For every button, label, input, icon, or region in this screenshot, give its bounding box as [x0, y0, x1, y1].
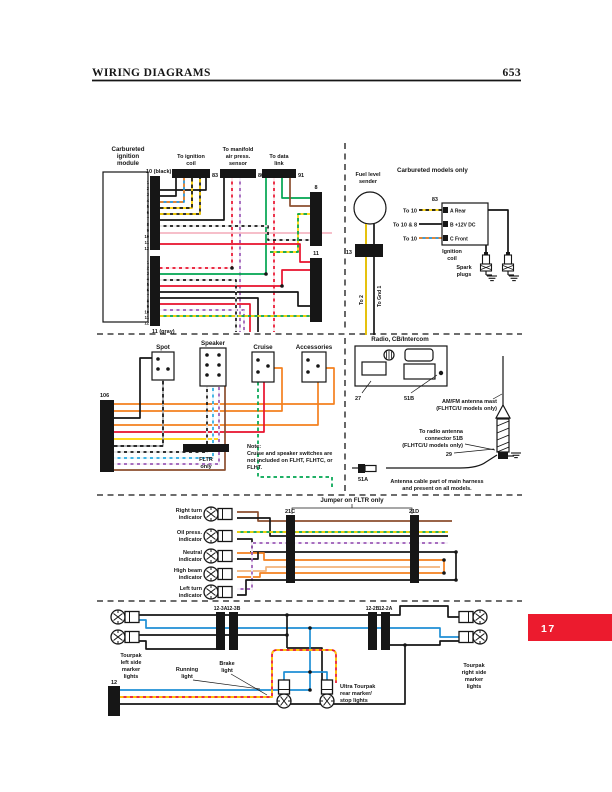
- left-turn-label: Left turn: [179, 586, 202, 592]
- pin-label: 2: [146, 186, 149, 191]
- junction-dot: [308, 688, 312, 692]
- fuel-sender-label: Fuel level: [355, 172, 381, 178]
- marker-light-bulb-icon: [111, 630, 139, 644]
- ignition-module-section: [103, 146, 332, 335]
- wire-stripe: [114, 386, 207, 452]
- cruise-switch: [252, 352, 274, 382]
- connector-8: [310, 192, 322, 246]
- module-title: Carbureted: [111, 146, 145, 153]
- accessories-switch: [302, 352, 326, 382]
- connector-106: [100, 400, 114, 472]
- switch-terminal: [205, 373, 209, 377]
- fuel-sender-group: [346, 172, 386, 335]
- coil-to-10-8-label: To 10 & 8: [392, 222, 417, 229]
- pin-label: 10: [144, 309, 149, 315]
- pin-label: 4: [146, 276, 149, 282]
- tourpak-left-label: left side: [120, 660, 142, 666]
- neutral-label: Neutral: [183, 550, 202, 556]
- to-radio-antenna-label: connector 51B: [424, 436, 463, 442]
- switch-terminal: [166, 367, 170, 371]
- wire: [114, 380, 163, 446]
- pin-label: 12: [144, 246, 149, 251]
- coil-pin-c-label: C Front: [450, 236, 468, 243]
- switch-terminal: [205, 353, 209, 357]
- neutral-label: indicator: [178, 557, 202, 563]
- jumper-bracket: [292, 508, 412, 514]
- tourpak-left-label: Tourpak: [120, 653, 142, 659]
- connector-29-label: 29: [445, 452, 452, 458]
- switch-terminal: [316, 364, 320, 368]
- tourpak-right-label: lights: [466, 684, 482, 690]
- antenna-cable-note: and present on all models.: [402, 486, 472, 492]
- connector-21c-label: 21C: [284, 509, 296, 515]
- junction-dot: [454, 550, 458, 554]
- ultra-tourpak-label: Ultra Tourpak: [340, 684, 376, 690]
- oil-pressure-label: Oil press.: [176, 530, 202, 536]
- module-wires: [160, 178, 332, 332]
- radio-panel-right: [404, 364, 435, 379]
- connector-12-2a-label: 12-2A: [378, 606, 393, 612]
- switch-terminal: [156, 357, 160, 361]
- wire: [287, 648, 322, 680]
- switch-terminal: [217, 373, 221, 377]
- coil-pin-b-label: B +12V DC: [450, 222, 476, 229]
- connector-12-3a: [216, 612, 225, 650]
- switch-terminal: [205, 363, 209, 367]
- fltr-only-label: only: [200, 464, 212, 470]
- coil-to-10-label: To 10: [403, 236, 417, 243]
- pin-label: 11: [144, 240, 149, 245]
- speaker-switch: [200, 348, 226, 386]
- switch-terminal: [156, 367, 160, 371]
- antenna-cable: [386, 455, 497, 468]
- ultra-tourpak-label: stop lights: [340, 698, 368, 704]
- wire: [160, 270, 310, 286]
- antenna-base: [496, 405, 510, 418]
- connector-12-2b-label: 12-2B: [365, 606, 380, 612]
- wire-stripe: [160, 178, 232, 268]
- switch-terminal: [306, 370, 310, 374]
- pin-label: 3: [146, 192, 149, 197]
- coil-pin-a-label: A Rear: [450, 208, 466, 215]
- connector-12-3a-label: 12-3A: [213, 606, 228, 612]
- connector-80: [220, 169, 256, 178]
- connector-10: [150, 176, 160, 250]
- pin-label: 6: [146, 287, 149, 293]
- pin-label: 11: [144, 315, 149, 320]
- indicator-bulb-icon: [204, 567, 232, 581]
- connector-13: [355, 244, 383, 257]
- page-number: 653: [502, 67, 521, 79]
- antenna-cable-note: Antenna cable part of main harness: [390, 479, 484, 485]
- junction-dot: [403, 643, 407, 647]
- note-line: Cruise and speaker switches are: [247, 451, 333, 457]
- wire: [237, 567, 440, 571]
- page-header: [92, 67, 521, 81]
- spark-plugs-label: plugs: [456, 272, 472, 278]
- connector-10-label: 10 (black): [146, 169, 172, 175]
- ignition-coil-label: coil: [447, 256, 457, 262]
- carbureted-coil-group: [393, 167, 519, 281]
- tourpak-right-label: marker: [464, 677, 484, 683]
- connector-21c: [286, 515, 295, 583]
- wire: [258, 382, 332, 490]
- coil-to-10-label: To 10: [403, 208, 417, 215]
- radio-title: Radio, CB/Intercom: [371, 336, 429, 343]
- wire: [237, 580, 456, 595]
- connector-83-label: 83: [212, 173, 219, 179]
- wire: [114, 386, 207, 452]
- fuel-sender-label: sender: [358, 179, 378, 185]
- to-ignition-coil-label: coil: [186, 161, 196, 167]
- pin-label: 2: [146, 265, 149, 271]
- junction-dot: [285, 613, 289, 617]
- wire: [160, 178, 232, 268]
- wire: [282, 178, 310, 198]
- fuel-to-gnd-label: To Gnd 1: [377, 285, 383, 307]
- spot-switch: [152, 352, 174, 380]
- tourpak-right-label: Tourpak: [463, 663, 485, 669]
- pin-label: 1: [146, 260, 149, 265]
- to-data-link-label: link: [274, 161, 284, 167]
- connector-27-label: 27: [355, 396, 362, 402]
- junction-dot: [280, 284, 284, 288]
- brake-light-label: light: [221, 668, 233, 674]
- wire: [290, 178, 310, 206]
- connector-51a-body: [365, 466, 376, 472]
- to-radio-antenna-label: To radio antenna: [419, 429, 463, 435]
- coil-pin-c: [443, 235, 448, 241]
- pin-label: 1: [146, 180, 149, 185]
- wire: [160, 280, 236, 332]
- connector-51b-label: 51B: [404, 396, 415, 402]
- connector-51a-label: 51A: [358, 477, 369, 483]
- junction-dot: [264, 272, 268, 276]
- switch-terminal: [256, 358, 260, 362]
- coil-pin-b: [443, 221, 448, 227]
- speaker-switch-label: Speaker: [200, 340, 226, 347]
- connector-91: [262, 169, 296, 178]
- junction-dot: [308, 626, 312, 630]
- switches-section: [100, 340, 334, 490]
- wire-stripe: [160, 280, 236, 332]
- antenna-plug: [498, 452, 508, 459]
- to-radio-antenna-label: (FLHTC/U models only): [402, 443, 463, 449]
- antenna-mast-label: AM/FM antenna mast: [441, 399, 497, 405]
- junction-dot: [230, 266, 234, 270]
- connector-12: [108, 686, 120, 716]
- connector-12-2a: [381, 612, 390, 650]
- radio-panel-left: [362, 362, 386, 375]
- pin-label: 8: [146, 222, 149, 227]
- chapter-tab: [528, 614, 612, 641]
- note-line: FLHT.: [247, 465, 262, 471]
- leader-line: [231, 674, 267, 695]
- radio-section: [352, 336, 521, 492]
- chapter-tab-number: 17: [541, 623, 556, 635]
- marker-light-bulb-icon: [111, 610, 139, 624]
- switch-terminal: [217, 353, 221, 357]
- to-manifold-label: To manifold: [222, 147, 254, 153]
- right-turn-label: indicator: [178, 515, 202, 521]
- indicators-section: [174, 497, 458, 599]
- pin-label: 9: [146, 228, 149, 233]
- fuel-sender-symbol: [354, 192, 386, 224]
- wire: [284, 672, 327, 680]
- wire: [139, 641, 216, 649]
- coil-pin-a: [443, 207, 448, 213]
- leader-line: [454, 449, 494, 453]
- junction-dot: [285, 633, 289, 637]
- pin-label: 5: [146, 204, 149, 209]
- wire: [488, 210, 508, 252]
- connector-80-label: 80: [258, 173, 265, 179]
- wire: [160, 178, 176, 196]
- spot-switch-label: Spot: [156, 344, 170, 351]
- junction-dot: [442, 558, 446, 562]
- stop-light-bulb-icon: [277, 680, 291, 708]
- pin-label: 12: [144, 320, 149, 326]
- tourpak-right-label: right side: [461, 670, 487, 676]
- switch-terminal: [256, 370, 260, 374]
- pin-label: 8: [146, 298, 149, 304]
- wire: [160, 244, 310, 262]
- note-title: Note:: [247, 444, 262, 450]
- antenna-mast-label: (FLHTC/U models only): [436, 406, 497, 412]
- cruise-switch-label: Cruise: [253, 344, 273, 351]
- radio-display: [405, 349, 433, 361]
- connector-11r: [310, 258, 322, 322]
- indicator-bulb-icon: [204, 507, 232, 521]
- to-ignition-coil-label: To ignition: [177, 154, 205, 160]
- pin-label: 9: [146, 304, 149, 309]
- marker-light-bulb-icon: [459, 630, 487, 644]
- page-title: WIRING DIAGRAMS: [92, 67, 211, 79]
- brake-light-label: Brake: [219, 661, 235, 667]
- connector-51a: [358, 464, 365, 473]
- wire-stripe: [114, 380, 163, 446]
- junction-dot: [454, 578, 458, 582]
- pin-label: 7: [146, 293, 149, 298]
- connector-11-gray: [150, 256, 160, 326]
- fuel-to-2-label: To 2: [359, 295, 365, 305]
- ignition-coil-label: Ignition: [442, 249, 462, 255]
- pin-label: 10: [144, 234, 149, 239]
- connector-11-label: 11 (gray): [152, 329, 175, 335]
- high-beam-label: indicator: [178, 575, 202, 581]
- switch-terminal: [266, 364, 270, 368]
- junction-dot: [308, 670, 312, 674]
- ultra-tourpak-label: rear marker/: [340, 691, 372, 697]
- tourpak-left-label: lights: [123, 674, 139, 680]
- fltr-only-label: FLTR: [199, 457, 213, 463]
- to-manifold-label: air press.: [225, 154, 251, 160]
- module-title: module: [116, 160, 140, 167]
- wire: [405, 641, 459, 645]
- connector-21d-label: 21D: [408, 509, 420, 515]
- connector-12-2b: [368, 612, 377, 650]
- indicator-bulb-icon: [204, 549, 232, 563]
- indicator-wires: [237, 512, 458, 595]
- switch-terminal: [217, 363, 221, 367]
- running-light-label: Running: [175, 667, 199, 673]
- right-turn-label: Right turn: [175, 508, 202, 514]
- connector-13-label: 13: [345, 250, 352, 256]
- pin-label: 6: [146, 210, 149, 215]
- to-manifold-label: sensor: [228, 161, 248, 167]
- connector-91-label: 91: [298, 173, 305, 179]
- wire: [160, 178, 206, 190]
- connector-12-3b-label: 12-3B: [226, 606, 241, 612]
- ignition-module-box: [103, 172, 148, 322]
- connector-12-3b: [229, 612, 238, 650]
- marker-light-bulb-icon: [459, 610, 487, 624]
- ground-icon: [511, 453, 521, 458]
- leader-line: [493, 394, 502, 399]
- jumper-label: Jumper on FLTR only: [320, 497, 384, 504]
- switch-terminal: [306, 358, 310, 362]
- wire: [114, 358, 152, 418]
- connector-83: [172, 169, 210, 178]
- pin-label: 7: [146, 216, 149, 221]
- pin-label: 3: [146, 271, 149, 276]
- accessories-switch-label: Accessories: [295, 344, 333, 351]
- to-data-link-label: To data: [269, 154, 289, 160]
- junction-dot: [442, 571, 446, 575]
- tourpak-section: [108, 606, 487, 716]
- indicator-bulb-icon: [204, 585, 232, 599]
- stop-light-bulb-icon: [320, 680, 334, 708]
- tourpak-left-label: marker: [121, 667, 141, 673]
- antenna-jack-51b: [439, 371, 443, 375]
- high-beam-label: High beam: [173, 568, 202, 574]
- coil-connector-83-label: 83: [431, 197, 438, 203]
- fltr-connector-bar: [183, 444, 229, 452]
- connector-21d: [410, 515, 419, 583]
- spark-plugs-label: Spark: [456, 265, 472, 271]
- connector-12-label: 12: [110, 680, 118, 686]
- indicator-bulb-icon: [204, 529, 232, 543]
- wire: [237, 539, 252, 552]
- oil-pressure-label: indicator: [178, 537, 202, 543]
- connector-8-label: 8: [314, 185, 318, 191]
- connector-11r-label: 11: [313, 251, 319, 257]
- spark-plug-icon: [503, 252, 520, 281]
- left-turn-label: indicator: [178, 593, 202, 599]
- pin-label: 5: [146, 282, 149, 287]
- running-light-label: light: [181, 674, 193, 680]
- module-title: ignition: [116, 153, 140, 160]
- pin-label: 4: [146, 198, 149, 203]
- carbureted-models-label: Carbureted models only: [397, 167, 468, 174]
- note-line: not included on FLHT, FLHTC, or: [247, 458, 333, 464]
- wire: [139, 606, 459, 617]
- connector-106-label: 106: [100, 393, 110, 399]
- leader-line: [193, 680, 260, 689]
- spark-plug-icon: [481, 252, 498, 281]
